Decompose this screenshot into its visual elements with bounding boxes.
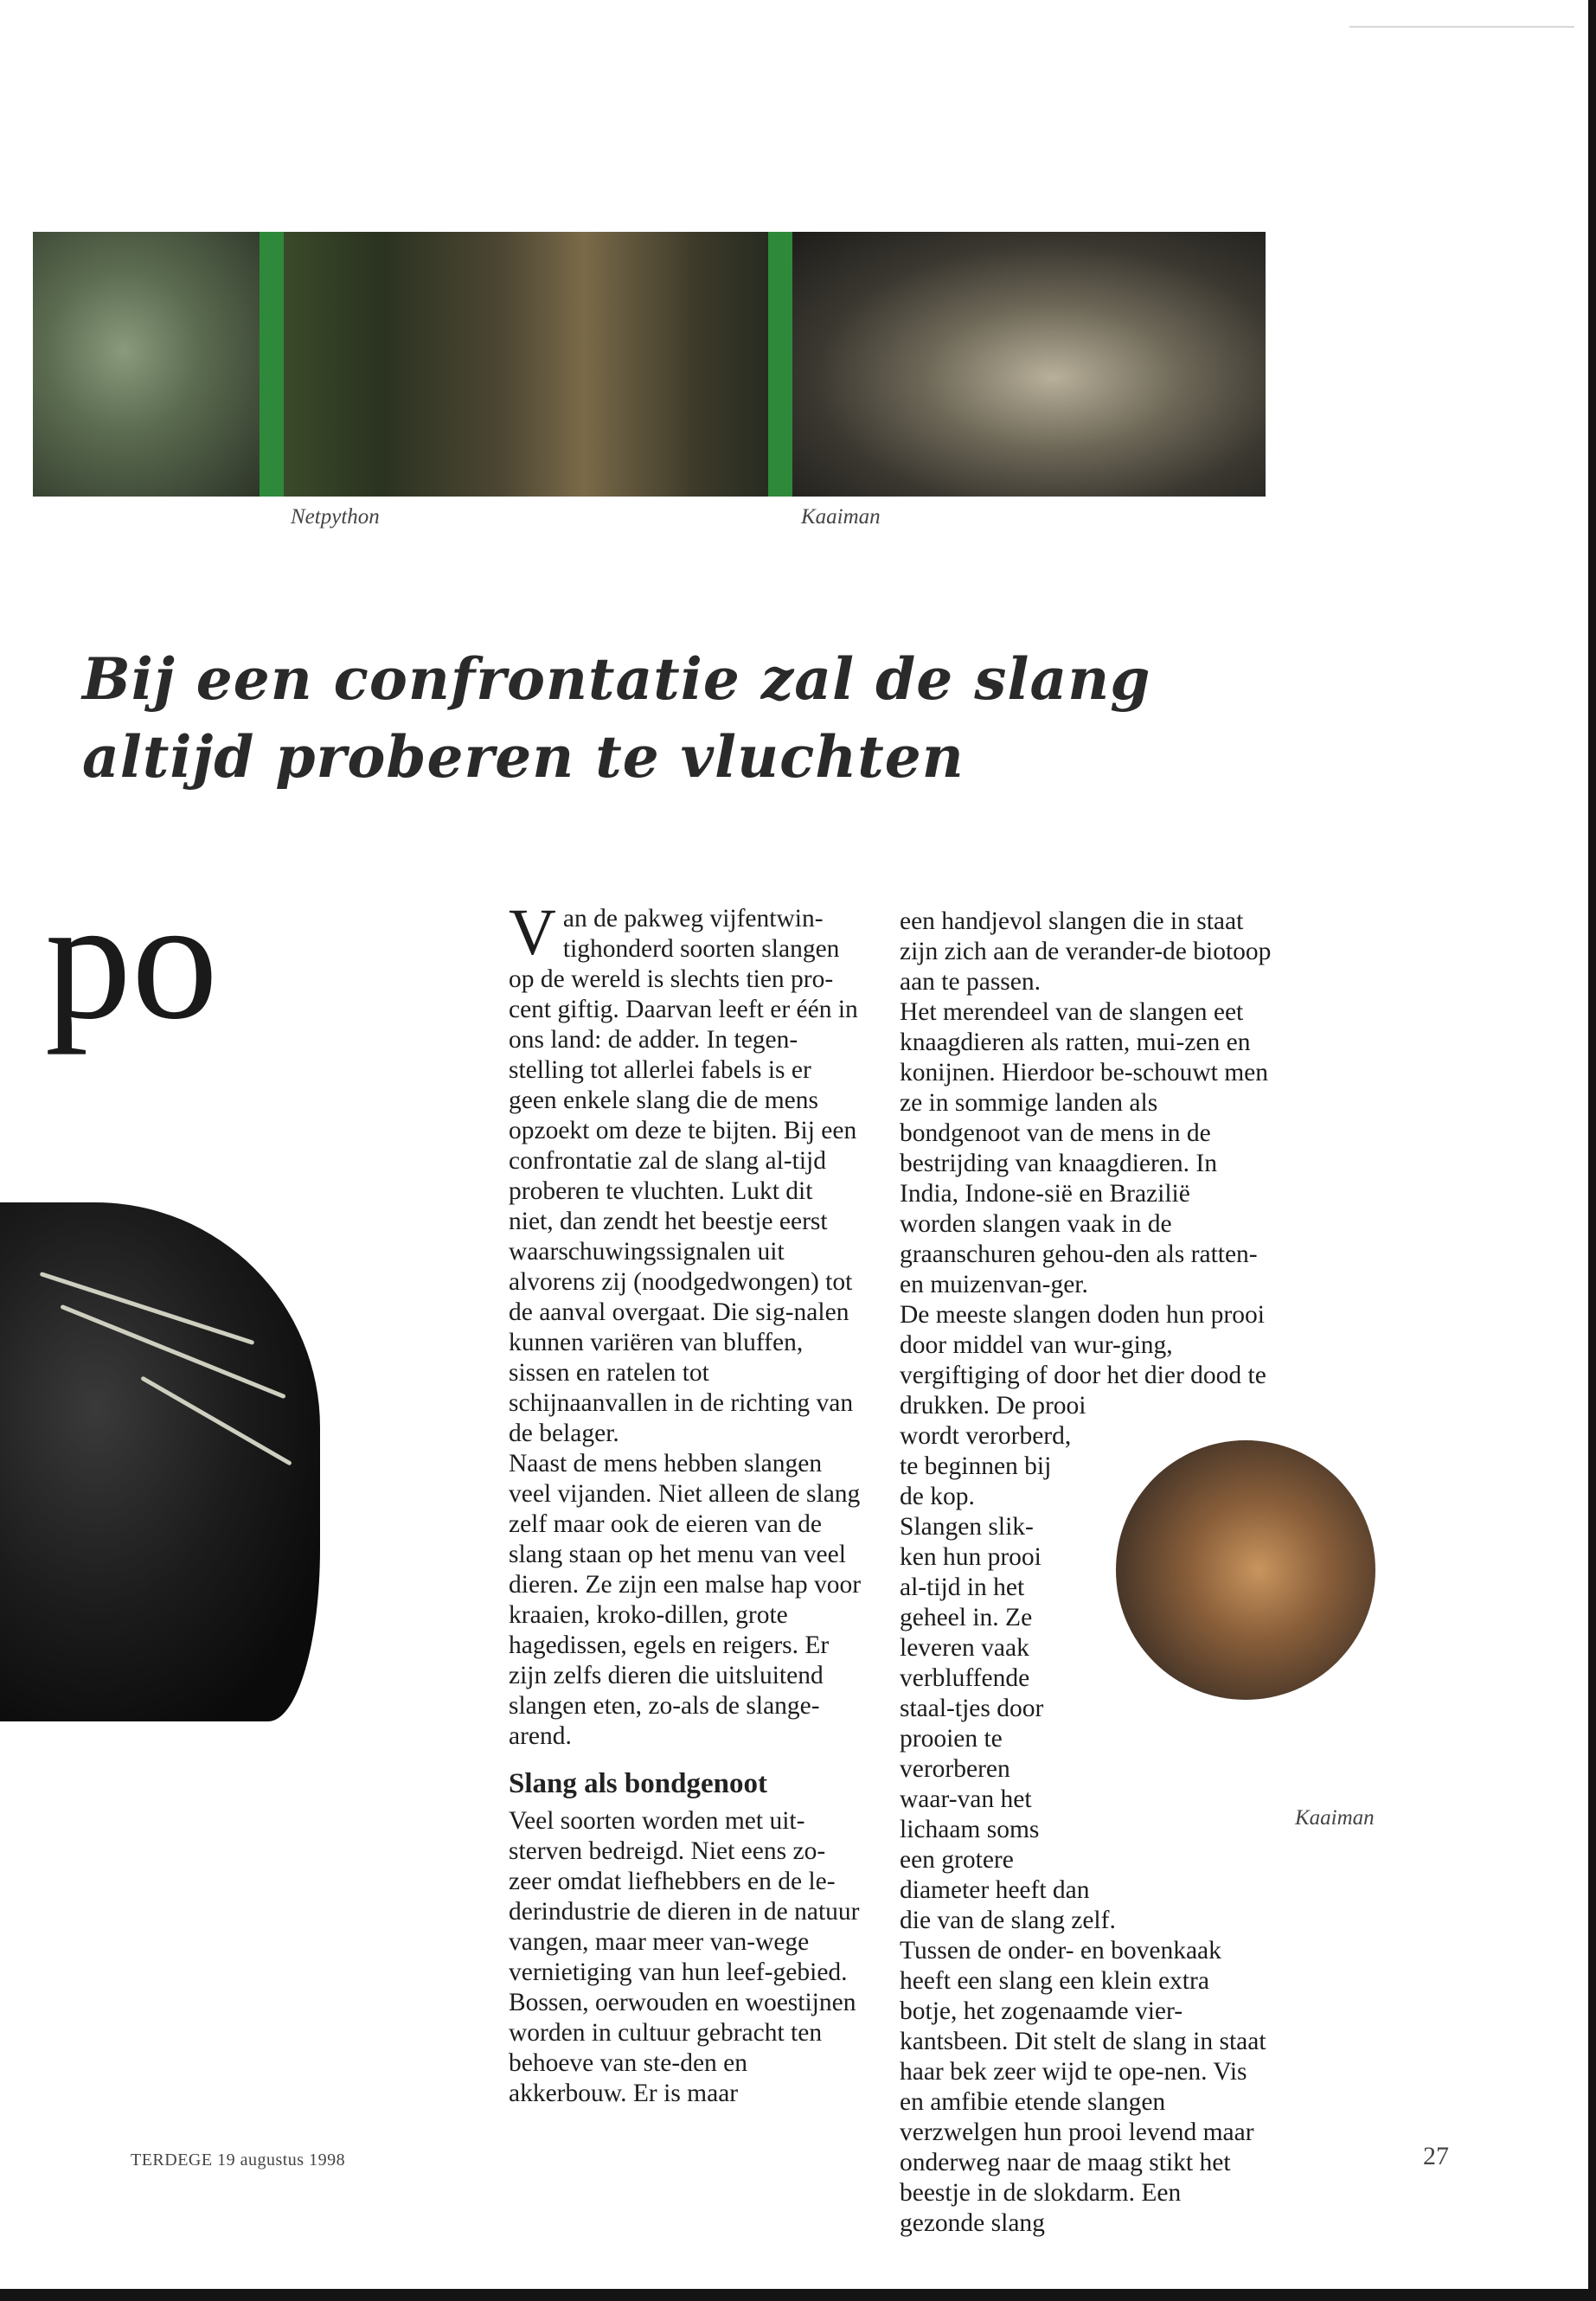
scan-edge-right bbox=[1588, 0, 1596, 2301]
caption-netpython: Netpython bbox=[291, 505, 380, 529]
subheading: Slang als bondgenoot bbox=[509, 1768, 767, 1799]
caption-kaaiman-side: Kaaiman bbox=[1295, 1806, 1375, 1830]
paragraph: een handjevol slangen die in staat zijn zich aan de verander-de biotoop aan te passen. bbox=[900, 907, 1272, 996]
article-column-1 bbox=[509, 896, 863, 2109]
kaaiman-circle-photo bbox=[1116, 1440, 1375, 1700]
headline bbox=[82, 640, 1151, 796]
decorative-letters: po bbox=[45, 864, 218, 1055]
footer-publication: TERDEGE 19 augustus 1998 bbox=[131, 2150, 346, 2170]
paragraph-text: De meeste slangen doden hun prooi door middel van wur-ging, vergiftiging of door het dier dood te drukken. De prooi wordt verorberd, te beginnen bij de kop. Slangen slik-ken hun prooi al-tijd in het geheel in. Ze leveren vaak verbluffende staal-tjes door prooien te verorberen waar-van het lichaam soms een grotere diameter heeft dan die van de slang zelf. bbox=[900, 1301, 1266, 1934]
kaaiman-photo bbox=[792, 232, 1266, 497]
headline-line-2: altijd proberen te vluchten bbox=[82, 723, 965, 791]
iguana-photo bbox=[33, 232, 260, 497]
top-rule bbox=[1349, 26, 1574, 28]
photo-strip bbox=[33, 232, 1266, 497]
caption-kaaiman-top: Kaaiman bbox=[801, 505, 881, 529]
paragraph bbox=[509, 896, 863, 1449]
drop-cap: V bbox=[509, 896, 556, 969]
photo-divider bbox=[768, 232, 792, 497]
paragraph: Naast de mens hebben slangen veel vijanden. Niet alleen de slang zelf maar ook de eieren van de slang staan op het menu van veel dieren. Ze zijn een malse hap voor kraaien, kroko-dillen, grote hagedissen, egels en reigers. Er zijn zelfs dieren die uitsluitend slangen eten, zo-als de slange-arend. bbox=[509, 1450, 862, 1750]
photo-divider bbox=[260, 232, 284, 497]
scan-edge-bottom bbox=[0, 2289, 1596, 2301]
headline-line-1: Bij een confrontatie zal de slang bbox=[82, 645, 1151, 713]
paragraph: Veel soorten worden met uit-sterven bedreigd. Niet eens zo-zeer omdat liefhebbers en de le-derindustrie de dieren in de natuur vangen, maar meer van-wege vernietiging van hun leef-gebied. Bossen, oerwouden en woestijnen worden in cultuur gebracht ten behoeve van ste-den en akkerbouw. Er is maar bbox=[509, 1807, 860, 2107]
netpython-photo bbox=[284, 232, 768, 497]
paragraph: Het merendeel van de slangen eet knaagdieren als ratten, mui-zen en konijnen. Hierdoor be-schouwt men ze in sommige landen als bondgenoot van de mens in de bestrijding van knaagdieren. In India, Indone-sië en Brazilië worden slangen vaak in de graanschuren gehou-den als ratten- en muizenvan-ger. bbox=[900, 998, 1269, 1298]
page-number: 27 bbox=[1423, 2142, 1449, 2170]
paragraph: Tussen de onder- en bovenkaak heeft een slang een klein extra botje, het zogenaamde vier-kantsbeen. Dit stelt de slang in staat haar bek zeer wijd te ope-nen. Vis en amfibie etende slangen verzwelgen hun prooi levend maar onderweg naar de maag stikt het beestje in de slokdarm. Een gezonde slang bbox=[900, 1937, 1266, 2237]
paragraph-text: an de pakweg vijfentwin-tighonderd soorten slangen op de wereld is slechts tien pro-cent giftig. Daarvan leeft er één in ons land: de adder. In tegen-stelling tot allerlei fabels is er geen enkele slang die de mens opzoekt om deze te bijten. Bij een confrontatie zal de slang al-tijd proberen te vluchten. Lukt dit niet, dan zendt het beestje eerst waarschuwingssignalen uit alvorens zij (noodgedwongen) tot de aanval overgaat. Die sig-nalen kunnen variëren van bluffen, sissen en ratelen tot schijnaanvallen in de richting van de belager. bbox=[509, 905, 858, 1447]
snake-head-photo bbox=[0, 1202, 320, 1721]
